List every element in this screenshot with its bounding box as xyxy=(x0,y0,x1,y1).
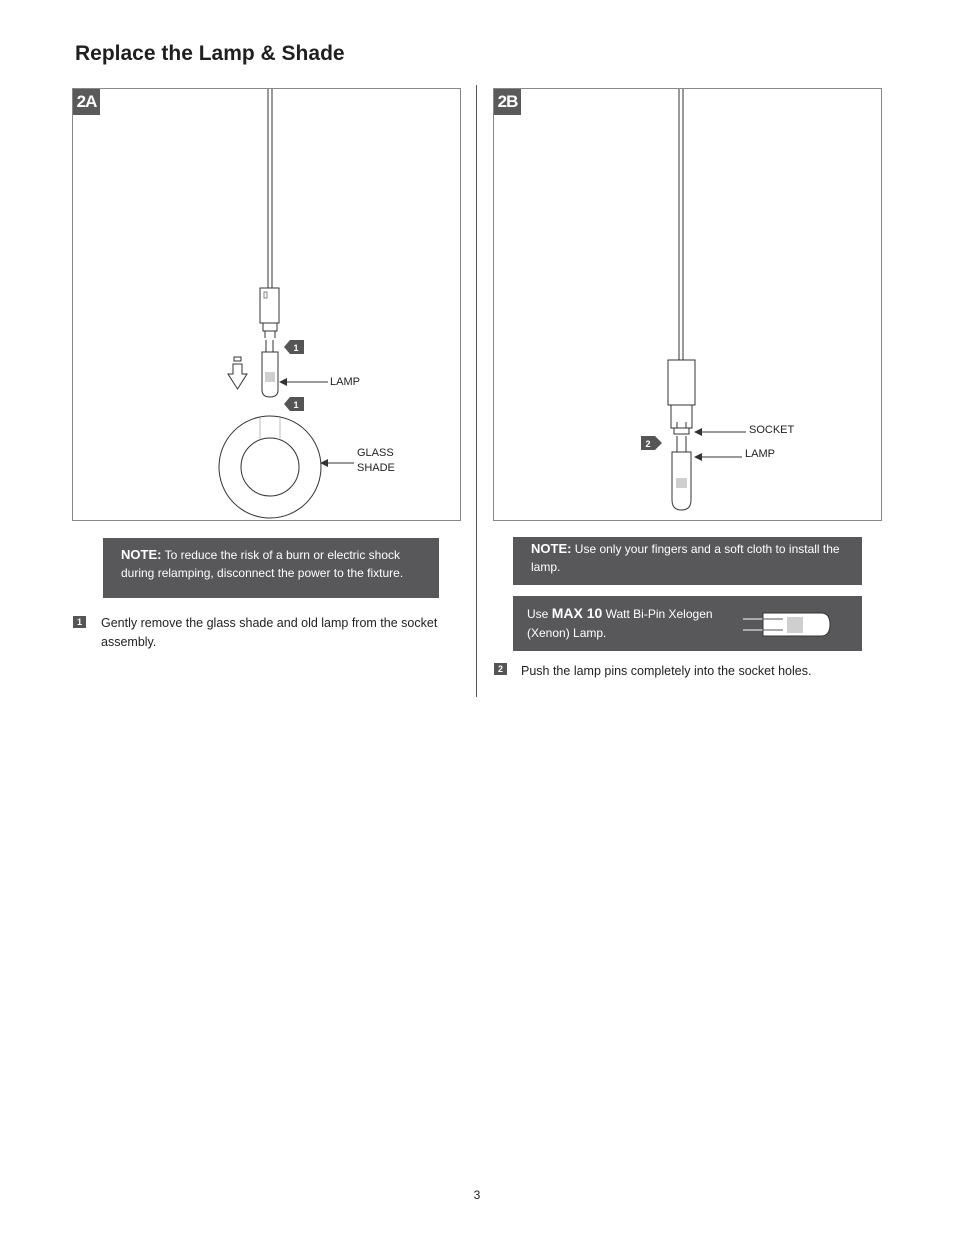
socket-2b xyxy=(668,360,695,405)
step-marker-2b xyxy=(641,436,662,450)
note-text: Use only your fingers and a soft cloth to install the lamp. xyxy=(531,542,840,574)
socket-label-2b: SOCKET xyxy=(749,424,795,436)
note-box-power xyxy=(103,538,439,598)
svg-text:1: 1 xyxy=(293,343,299,353)
panel-tag-2a: 2A xyxy=(73,89,100,115)
bi-pin-lamp-icon xyxy=(741,606,841,646)
note-label: NOTE: xyxy=(531,541,572,556)
page-number: 3 xyxy=(473,1188,481,1202)
svg-text:1: 1 xyxy=(293,400,299,410)
lamp-spec-box xyxy=(513,596,862,651)
lamp-label-2a: LAMP xyxy=(330,376,360,388)
note-box-fingers xyxy=(513,537,862,585)
step-1-text: Gently remove the glass shade and old lamp from the socket assembly. xyxy=(101,616,438,649)
spec-max: MAX 10 xyxy=(551,605,603,621)
lamp-label-2b: LAMP xyxy=(745,448,775,460)
step-2-badge: 2 xyxy=(494,663,507,675)
glass-shade-label-1: GLASS xyxy=(357,447,394,459)
note-label: NOTE: xyxy=(121,547,162,562)
column-divider xyxy=(476,85,477,697)
note-text: To reduce the risk of a burn or electric shock during relamping, disconnect the power to the fixture. xyxy=(121,548,404,580)
spec-prefix: Use xyxy=(527,607,552,621)
spec-suffix: Watt Bi-Pin Xelogen (Xenon) Lamp. xyxy=(527,607,713,640)
page-title: Replace the Lamp & Shade xyxy=(75,42,345,65)
step-1-badge: 1 xyxy=(73,616,86,628)
svg-text:2: 2 xyxy=(645,439,651,449)
step-2-text: Push the lamp pins completely into the socket holes. xyxy=(521,664,812,678)
glass-shade-label-2: SHADE xyxy=(357,462,395,474)
panel-tag-2b: 2B xyxy=(494,89,521,115)
